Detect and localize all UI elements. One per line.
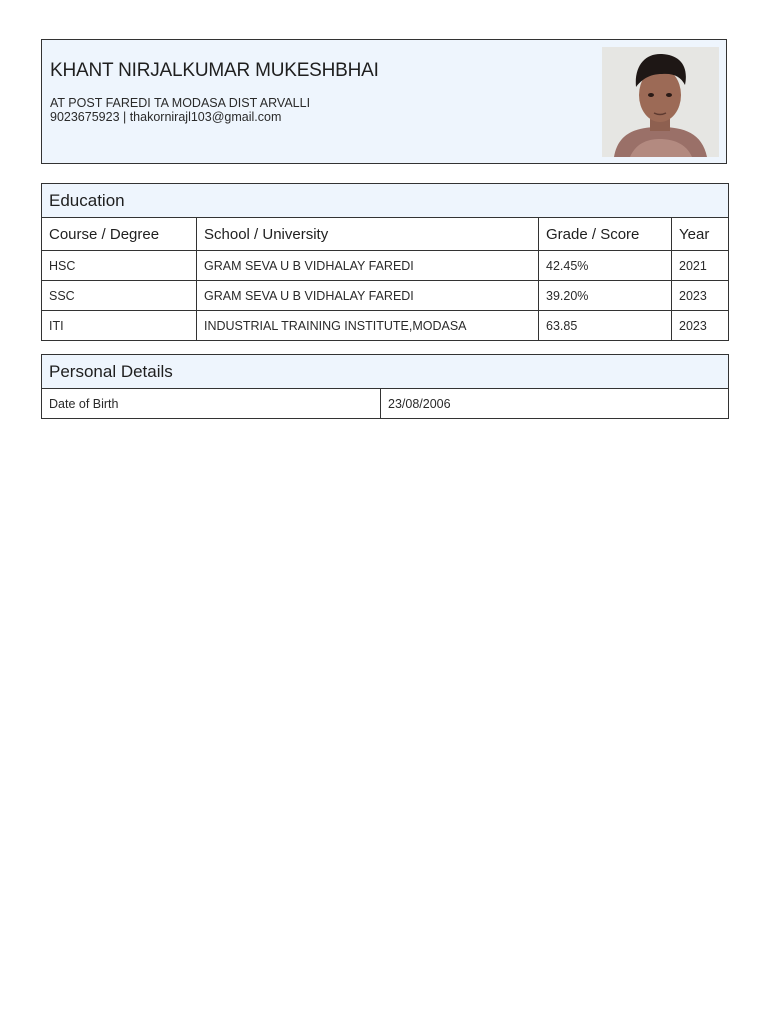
education-header-row	[42, 218, 729, 251]
personal-details-title: Personal Details	[42, 355, 729, 389]
grade-cell: 63.85	[539, 311, 672, 341]
school-cell: GRAM SEVA U B VIDHALAY FAREDI	[197, 281, 539, 311]
detail-label: Date of Birth	[42, 389, 381, 419]
column-header: Year	[672, 218, 729, 251]
column-header: Course / Degree	[42, 218, 197, 251]
grade-cell: 39.20%	[539, 281, 672, 311]
candidate-contact: 9023675923 | thakornirajl103@gmail.com	[50, 110, 282, 124]
candidate-address: AT POST FAREDI TA MODASA DIST ARVALLI	[50, 96, 311, 110]
candidate-name: KHANT NIRJALKUMAR MUKESHBHAI	[50, 60, 379, 81]
year-cell: 2023	[672, 311, 729, 341]
profile-photo	[602, 47, 719, 157]
school-cell: INDUSTRIAL TRAINING INSTITUTE,MODASA	[197, 311, 539, 341]
year-cell: 2023	[672, 281, 729, 311]
personal-details-table	[41, 354, 729, 419]
table-row	[42, 251, 729, 281]
table-row	[42, 281, 729, 311]
table-row	[42, 311, 729, 341]
grade-cell: 42.45%	[539, 251, 672, 281]
resume-header	[41, 39, 727, 164]
column-header: Grade / Score	[539, 218, 672, 251]
column-header: School / University	[197, 218, 539, 251]
course-cell: SSC	[42, 281, 197, 311]
education-table	[41, 183, 729, 341]
education-title: Education	[42, 184, 729, 218]
detail-value: 23/08/2006	[381, 389, 729, 419]
table-row	[42, 389, 729, 419]
school-cell: GRAM SEVA U B VIDHALAY FAREDI	[197, 251, 539, 281]
course-cell: HSC	[42, 251, 197, 281]
year-cell: 2021	[672, 251, 729, 281]
course-cell: ITI	[42, 311, 197, 341]
